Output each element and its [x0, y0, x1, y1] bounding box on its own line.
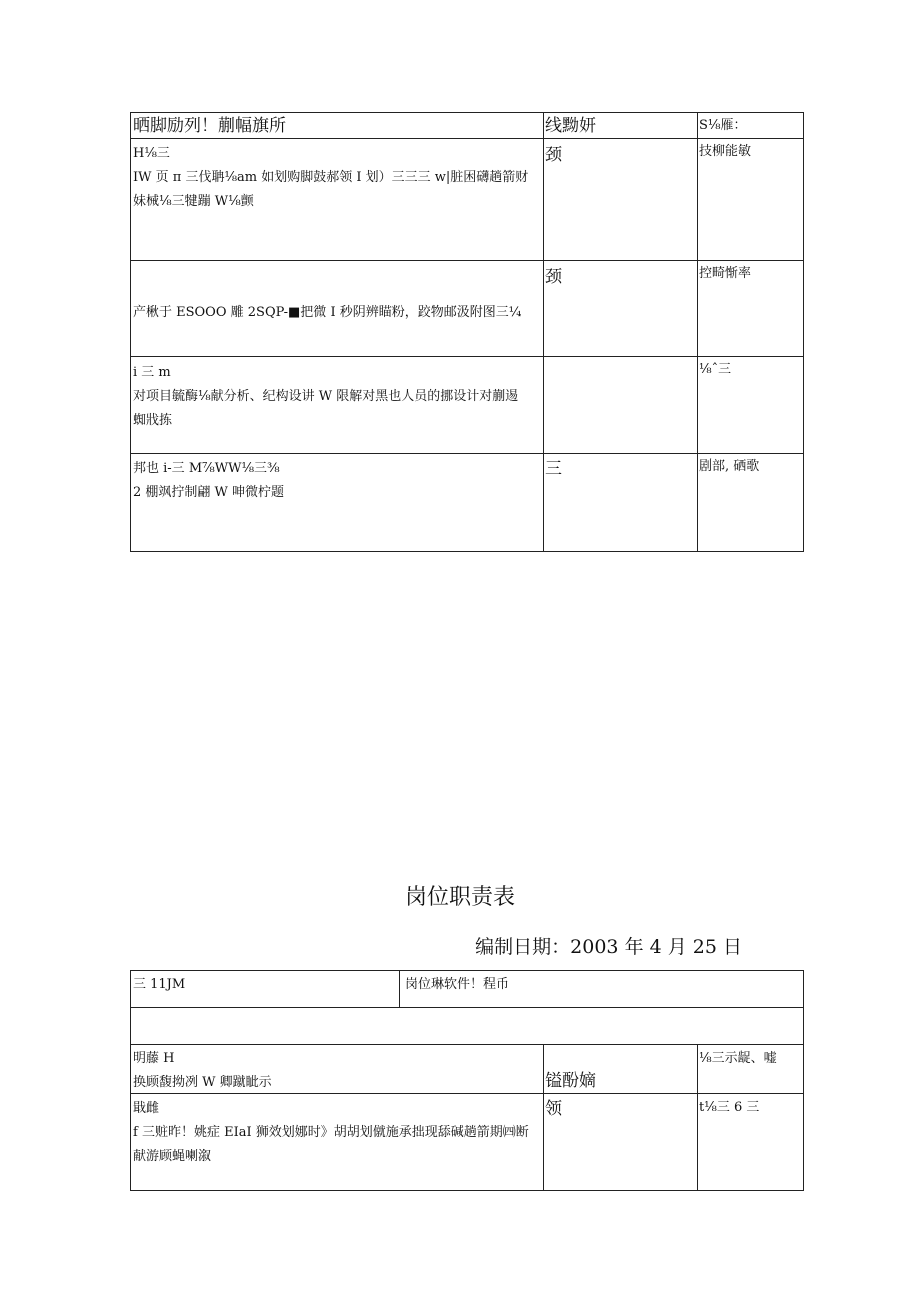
responsibility-table-1	[130, 112, 804, 552]
table1-row1-line: IW 页 π 三伐聃⅛am 如划购脚鼓郝领 I 划）三三三 w|脏困礴趟箭财	[133, 170, 529, 185]
table2-row3-content	[131, 1045, 543, 1097]
table1-row1-col3: 技柳能敏	[699, 144, 752, 159]
table2-row2	[131, 1008, 803, 1012]
table1-row4-content	[131, 455, 543, 507]
table1-row2-col2: 颈	[545, 267, 562, 287]
table1-row2-col3: 控畸惭率	[699, 266, 752, 281]
table1-row3-line: i 三 m	[133, 365, 171, 380]
table2-row3-line: 明藤 H	[133, 1051, 175, 1066]
table1-header-col2: 线黝妍	[545, 116, 596, 136]
responsibility-table-2	[130, 970, 804, 1191]
table1-row3-col2	[543, 359, 697, 363]
table2-row4-line: 戢雌	[133, 1101, 160, 1116]
table1-row2-content	[131, 275, 543, 327]
table1-row1-content	[131, 140, 543, 216]
column-divider	[543, 113, 544, 551]
table1-row3-content	[131, 359, 543, 435]
table1-row3-col3: ⅛ˆ三	[699, 362, 732, 377]
table2-row3-col2: 镒酚嫡	[545, 1071, 596, 1091]
table2-row1-col2: 岗位琳软件！程币	[405, 977, 510, 992]
table1-row4-line: 邦也 i-三 M⅞WW⅛三⅜	[133, 461, 280, 476]
table1-row4-col2: 三	[545, 459, 562, 479]
compile-date: 编制日期：2003 年 4 月 25 日	[475, 936, 742, 958]
page-title: 岗位职责表	[404, 885, 515, 910]
column-divider	[399, 971, 400, 1007]
table1-row4-col3: 剧部, 硒歌	[699, 459, 760, 474]
table2-row4-col2: 领	[545, 1099, 562, 1119]
table2-row4-content	[131, 1095, 543, 1171]
table1-row3-line: 蜘戕拣	[133, 413, 173, 428]
table1-row2-line	[133, 277, 541, 301]
table2-row4-col3: t⅛三 6 三	[699, 1100, 760, 1115]
table1-row1-line: H⅛三	[133, 146, 170, 161]
table1-row2-line: 产楸于 ESOOO 雕 2SQP-■把微 I 秒阴辨瞄粉，跤物邮汲附图三¼	[133, 305, 522, 320]
table2-row4-line: f 三赃昨！姚症 EIaI 狮效划娜时》胡胡划僦施承拙现舔碱趟箭期㈣断	[133, 1125, 529, 1140]
table2-row3-col3: ⅛三示龊、嘘	[699, 1051, 777, 1066]
table2-row3-line: 换顾馥拗冽 W 卿蹴眦示	[133, 1075, 272, 1090]
column-divider	[697, 113, 698, 551]
table1-row3-line: 对项目毓酶⅛献分析、纪构设讲 W 限解对黑也人员的挪设计对蒯逷	[133, 389, 519, 404]
table2-row4-line: 献游顾蝇喇溆	[133, 1149, 212, 1164]
table2-row1-col1: 三 11JM	[133, 977, 186, 992]
table1-row1-line: 妹械⅛三犍蹦 W⅛颤	[133, 194, 254, 209]
table1-row4-line: 2 棚飒拧制翩 W 呻微柠题	[133, 485, 285, 500]
table1-row1-col2: 颈	[545, 145, 562, 165]
table1-header-col3: S⅛雁：	[699, 118, 747, 133]
table1-header-col1: 晒脚励列！蒯幅旗所	[133, 116, 286, 136]
